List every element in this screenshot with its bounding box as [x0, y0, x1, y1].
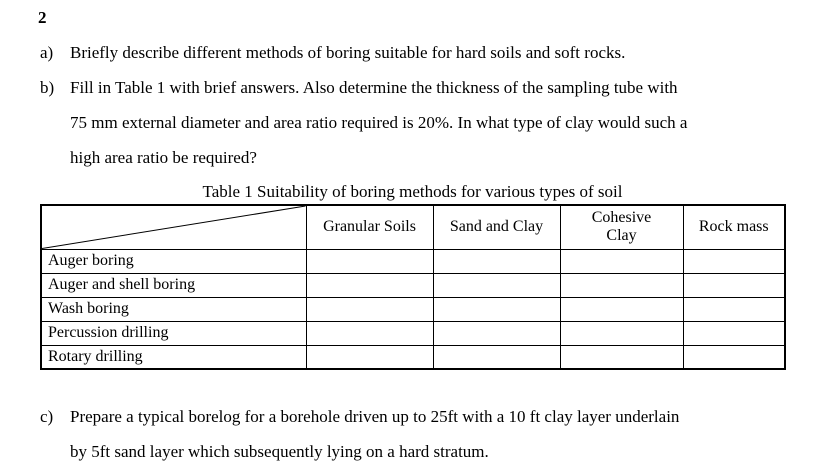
answer-cell[interactable]: [306, 249, 433, 273]
suitability-table: [40, 204, 786, 370]
answer-cell[interactable]: [560, 345, 683, 369]
answer-cell[interactable]: [433, 297, 560, 321]
answer-cell[interactable]: [560, 297, 683, 321]
answer-cell[interactable]: [683, 249, 785, 273]
row-label-auger-and-shell-boring: Auger and shell boring: [41, 273, 306, 297]
answer-cell[interactable]: [433, 249, 560, 273]
column-header-label: Rock mass: [698, 218, 769, 236]
column-header-cohesive-clay: [560, 205, 683, 249]
part-c-line-2: by 5ft sand layer which subsequently lying on a hard stratum.: [70, 442, 489, 461]
answer-cell[interactable]: [306, 273, 433, 297]
column-header-label: Granular Soils: [323, 218, 416, 236]
table-caption: Table 1 Suitability of boring methods for various types of soil: [202, 182, 623, 201]
row-label-percussion-drilling: Percussion drilling: [41, 321, 306, 345]
part-b-line-3: high area ratio be required?: [70, 148, 257, 167]
question-number: 2: [38, 8, 47, 27]
table-header-row: [41, 205, 785, 249]
part-c-letter: c): [40, 407, 54, 426]
column-header-label-line-1: Cohesive: [591, 209, 652, 227]
row-label-auger-boring: Auger boring: [41, 249, 306, 273]
part-a-text: Briefly describe different methods of boring suitable for hard soils and soft rocks.: [70, 43, 626, 62]
answer-cell[interactable]: [433, 321, 560, 345]
column-header-sand-and-clay: [433, 205, 560, 249]
row-label-rotary-drilling: Rotary drilling: [41, 345, 306, 369]
table-row: [41, 321, 785, 345]
table-row: [41, 273, 785, 297]
column-header-label: Sand and Clay: [449, 218, 544, 236]
answer-cell[interactable]: [560, 249, 683, 273]
part-b-line-1: Fill in Table 1 with brief answers. Also determine the thickness of the sampling tube with: [70, 78, 678, 97]
answer-cell[interactable]: [306, 345, 433, 369]
part-c-line-1: Prepare a typical borelog for a borehole driven up to 25ft with a 10 ft clay layer underlain: [70, 407, 680, 426]
answer-cell[interactable]: [683, 321, 785, 345]
answer-cell[interactable]: [306, 297, 433, 321]
answer-cell[interactable]: [683, 297, 785, 321]
answer-cell[interactable]: [433, 345, 560, 369]
answer-cell[interactable]: [306, 321, 433, 345]
corner-cell: [41, 205, 306, 249]
column-header-granular-soils: [306, 205, 433, 249]
answer-cell[interactable]: [560, 273, 683, 297]
answer-cell[interactable]: [560, 321, 683, 345]
part-a-letter: a): [40, 43, 54, 62]
table-row: [41, 345, 785, 369]
answer-cell[interactable]: [433, 273, 560, 297]
answer-cell[interactable]: [683, 273, 785, 297]
diagonal-line: [42, 206, 306, 249]
column-header-label-line-2: Clay: [606, 227, 637, 245]
column-header-rock-mass: [683, 205, 785, 249]
part-b-line-2: 75 mm external diameter and area ratio required is 20%. In what type of clay would such a: [70, 113, 688, 132]
row-label-wash-boring: Wash boring: [41, 297, 306, 321]
part-b-letter: b): [40, 78, 55, 97]
table-row: [41, 297, 785, 321]
answer-cell[interactable]: [683, 345, 785, 369]
table-row: [41, 249, 785, 273]
